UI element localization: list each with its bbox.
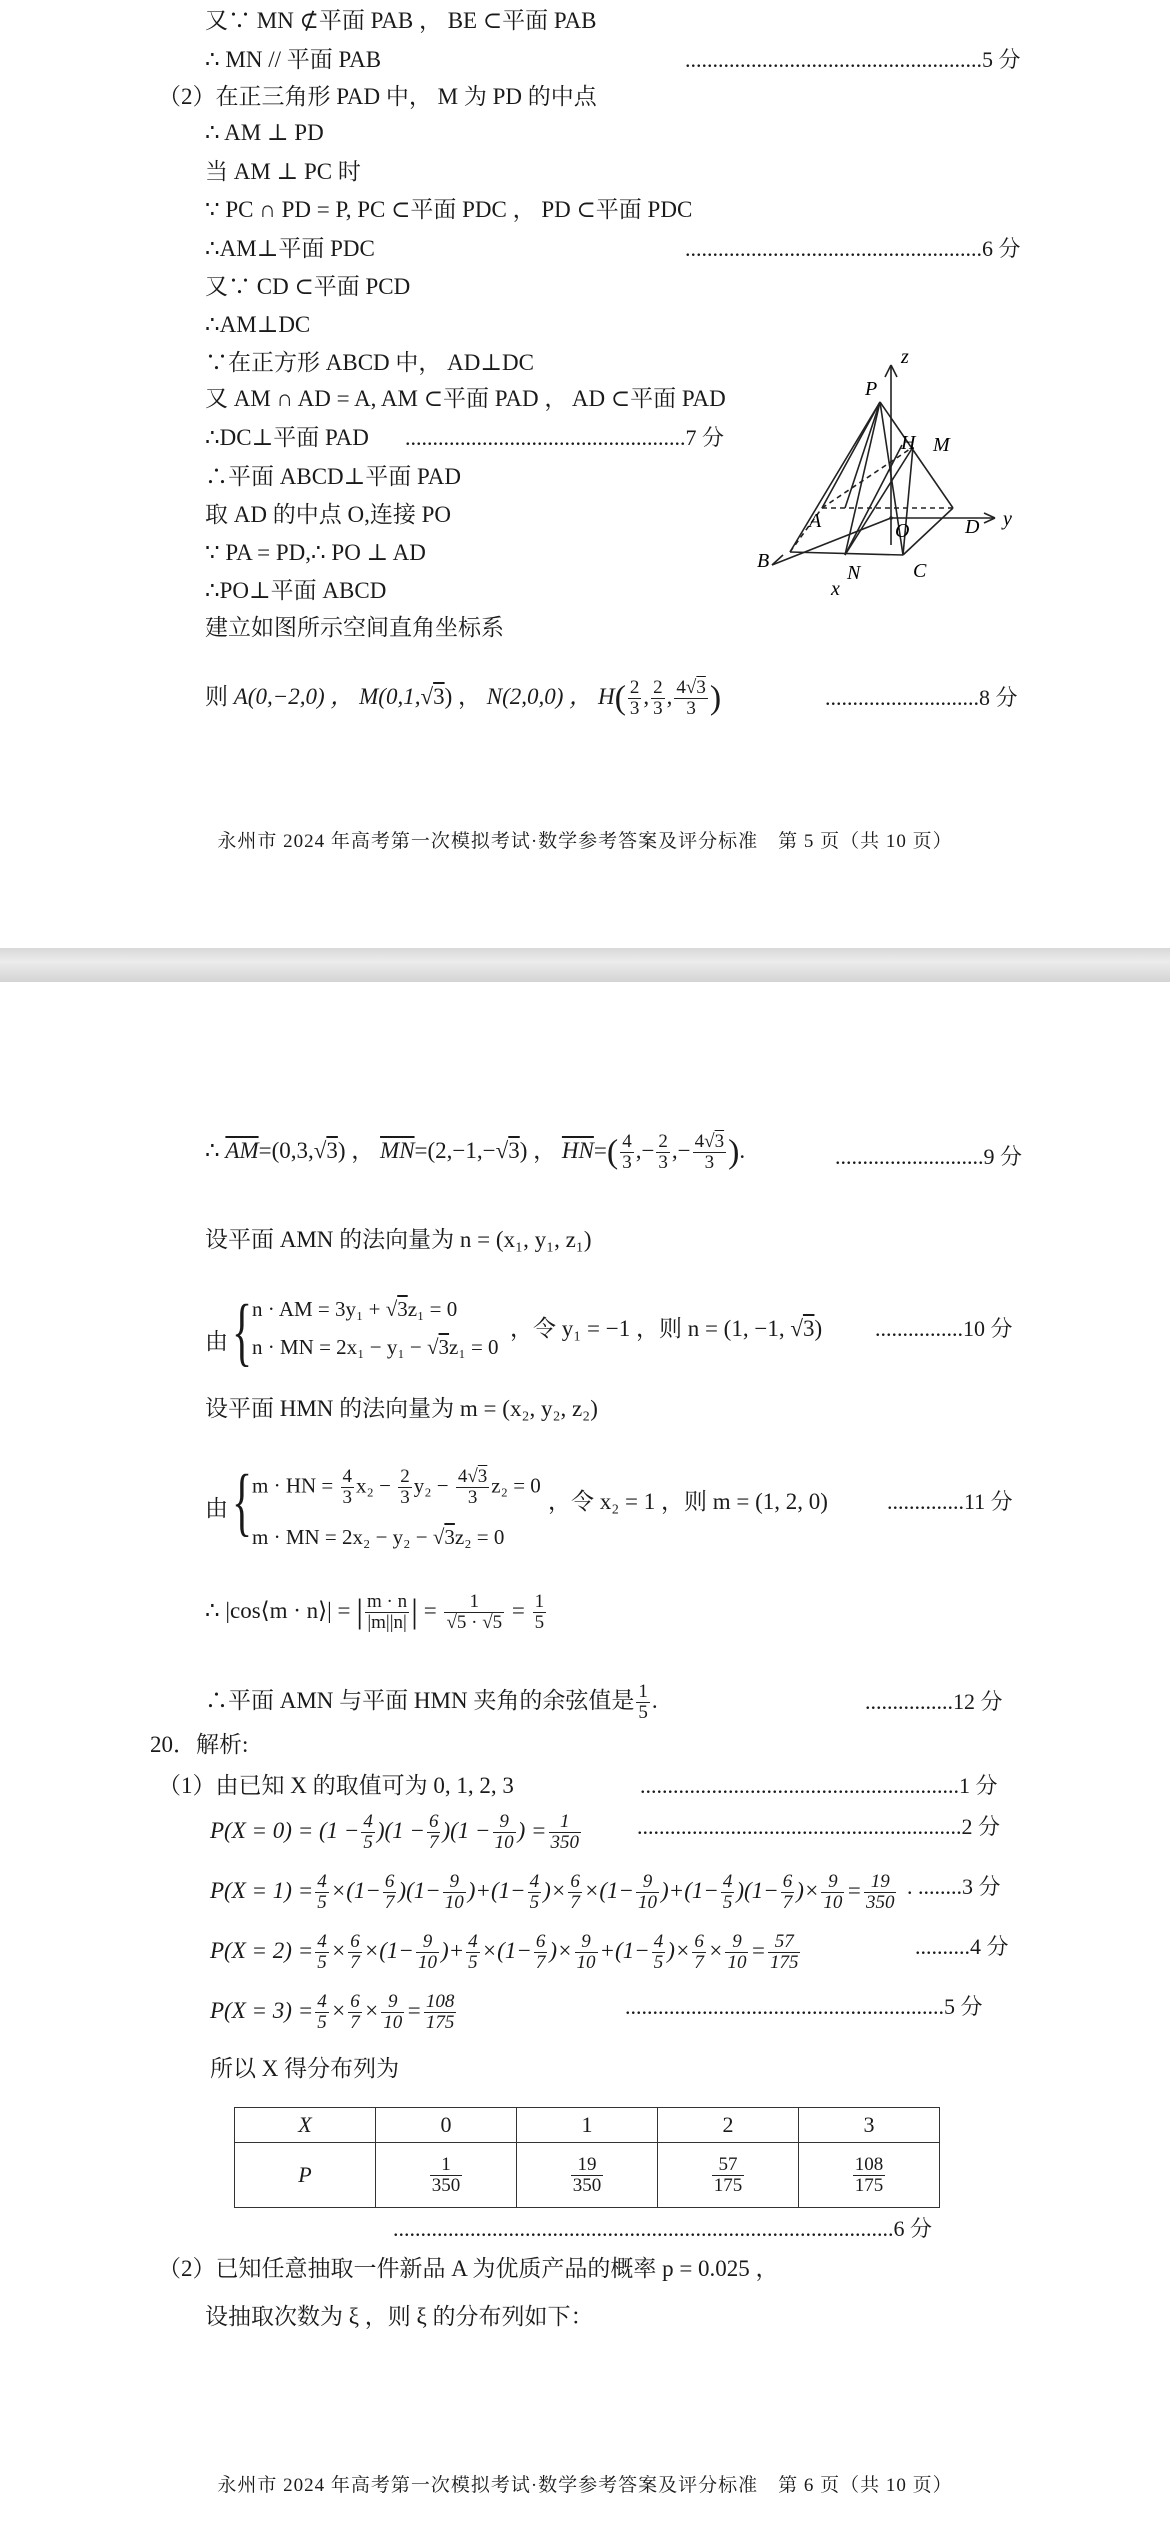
proof-line: （2）在正三角形 PAD 中， M 为 PD 的中点 — [158, 84, 597, 109]
score-marker: ..........................................................1 分 — [640, 1773, 998, 1798]
prob-x2-line: P(X = 2) = $\frac{4}{5}$ × $\frac{6}{7}$ ×(1− $\frac{9}{10}$ )+ $\frac{4}{5}$ ×(1− $\frac{6}{7}$ )× $\frac{9}{10}$ +(1− $\frac{4}{5}$ )× $\frac{6}{7}$ × $\frac{9}{10}$ = $\frac{57}{175}$ — [210, 1931, 799, 1973]
q20-title: 20．解析: — [150, 1732, 249, 1757]
point-label-M: M — [933, 434, 950, 456]
system-1-prefix: 由 — [205, 1329, 228, 1354]
point-label-C: C — [913, 560, 927, 582]
coordinates-line: 则 A(0,−2,0) ， M(0,1,√3) ， N(2,0,0) ， H( $\frac{2}{3}$ , $\frac{2}{3}$ , $\frac{4√3}{3}$ ) — [205, 677, 722, 719]
table-cell: X — [235, 2108, 376, 2143]
point-label-B: B — [757, 550, 770, 572]
dist-intro: 所以 X 得分布列为 — [210, 2056, 400, 2081]
score-marker: ...................................................7 分 — [405, 425, 725, 450]
score-marker: ............................8 分 — [825, 685, 1018, 710]
proof-line: ∴ MN // 平面 PAB — [205, 47, 382, 72]
axis-label-x: x — [831, 578, 840, 600]
point-label-D: D — [965, 516, 980, 538]
score-marker: ...........................................................................................6 分 — [393, 2216, 933, 2241]
answer-page-6 — [0, 982, 1170, 2532]
proof-line: ∵ PA = PD,∴ PO ⊥ AD — [205, 540, 426, 565]
q20-part2: （2）已知任意抽取一件新品 A 为优质产品的概率 p = 0.025 ， — [158, 2256, 779, 2281]
table-header-row — [235, 2108, 940, 2143]
normal-vector-n-line: 设平面 AMN 的法向量为 n = (x₁, y₁, z₁) — [205, 1227, 592, 1252]
score-marker: . ........3 分 — [907, 1874, 1001, 1899]
prob-x0-line: P(X = 0) = (1 − $\frac{4}{5}$ )(1 − $\frac{6}{7}$ )(1 − $\frac{9}{10}$ ) = $\frac{1}{350}$ — [210, 1811, 580, 1853]
distribution-table — [234, 2107, 940, 2208]
score-marker: ...........................9 分 — [835, 1144, 1023, 1169]
table-cell: $\frac{57}{175}$ — [658, 2143, 799, 2208]
system-2-eq-2: m · MN = 2x₂ − y₂ − √3z₂ = 0 — [252, 1525, 505, 1549]
proof-line: 又∵ CD ⊂平面 PCD — [205, 274, 411, 299]
proof-line: 取 AD 的中点 O,连接 PO — [205, 502, 451, 527]
system-2-prefix: 由 — [205, 1496, 228, 1521]
system-1-result: ，令 y₁ = −1 ，则 n = (1, −1, √3) — [510, 1316, 823, 1341]
table-cell: 2 — [658, 2108, 799, 2143]
table-cell: 1 — [517, 2108, 658, 2143]
table-cell: $\frac{1}{350}$ — [376, 2143, 517, 2208]
proof-line: 又 AM ∩ AD = A, AM ⊂平面 PAD ， AD ⊂平面 PAD — [205, 386, 726, 411]
score-marker: ......................................................5 分 — [685, 47, 1021, 72]
normal-vector-m-line: 设平面 HMN 的法向量为 m = (x₂, y₂, z₂) — [205, 1396, 598, 1421]
vector-coordinates-line: ∴ $\overline{AM}=(0,3,√3)$ ， $\overline{MN}=(2,-1,-√3)$ ， $\overline{HN}=$( $\frac{4}{3}$ ,− $\frac{2}{3}$ ,− $\frac{4√3}{3}$ ). — [205, 1131, 746, 1173]
table-row — [235, 2143, 940, 2208]
proof-line: ∴PO⊥平面 ABCD — [205, 578, 387, 603]
page-footer: 永州市 2024 年高考第一次模拟考试·数学参考答案及评分标准 第 5 页（共 10 页） — [217, 831, 953, 852]
table-cell: 0 — [376, 2108, 517, 2143]
system-1-eq-1: n · AM = 3y₁ + √3z₁ = 0 — [252, 1297, 458, 1321]
system-1-eq-2: n · MN = 2x₁ − y₁ − √3z₁ = 0 — [252, 1335, 499, 1359]
point-label-A: A — [809, 510, 822, 532]
score-marker: ................12 分 — [865, 1689, 1003, 1714]
proof-line: ∵ PC ∩ PD = P, PC ⊂平面 PDC ， PD ⊂平面 PDC — [205, 197, 693, 222]
q20-part1: （1）由已知 X 的取值可为 0, 1, 2, 3 — [158, 1773, 514, 1798]
proof-line: ∴平面 ABCD⊥平面 PAD — [205, 464, 461, 489]
answer-page-5 — [0, 0, 1170, 948]
prob-x3-line: P(X = 3) = $\frac{4}{5}$ × $\frac{6}{7}$ × $\frac{9}{10}$ = $\frac{108}{175}$ — [210, 1991, 455, 2033]
proof-line: ∴ AM ⊥ PD — [205, 120, 324, 145]
system-brace: { — [232, 1460, 253, 1544]
system-2-result: ，令 x₂ = 1 ，则 m = (1, 2, 0) — [548, 1489, 828, 1514]
proof-line: ∴AM⊥平面 PDC — [205, 236, 375, 261]
axis-label-z: z — [901, 346, 909, 368]
cosine-line: ∴ |cos⟨m · n⟩| = | $\frac{m \cdot n}{|m||n|}$ | = $\frac{1}{√5 \cdot √5}$ = $\frac{1}{5}$ — [205, 1591, 545, 1633]
proof-line: ∴DC⊥平面 PAD — [205, 425, 369, 450]
system-brace: { — [232, 1290, 253, 1374]
score-marker: ................10 分 — [875, 1316, 1013, 1341]
point-label-P: P — [865, 378, 878, 400]
proof-line: 建立如图所示空间直角坐标系 — [205, 615, 504, 640]
proof-line: 又∵ MN ⊄平面 PAB ， BE ⊂平面 PAB — [205, 8, 597, 33]
system-2-eq-1: m · HN = $\frac{4}{3}$ x₂ − $\frac{2}{3}$ y₂ − $\frac{4√3}{3}$ z₂ = 0 — [252, 1466, 541, 1508]
point-label-H: H — [901, 432, 916, 454]
point-label-O: O — [895, 520, 910, 542]
q20-part2-line2: 设抽取次数为 ξ ，则 ξ 的分布列如下： — [205, 2304, 594, 2329]
pyramid-coordinate-figure — [745, 345, 1030, 605]
score-marker: ...........................................................2 分 — [637, 1814, 1001, 1839]
score-marker: ......................................................6 分 — [685, 236, 1021, 261]
proof-line: ∴AM⊥DC — [205, 312, 311, 337]
prob-x1-line: P(X = 1) = $\frac{4}{5}$ ×(1− $\frac{6}{7}$ )(1− $\frac{9}{10}$ )+(1− $\frac{4}{5}$ )× $\frac{6}{7}$ ×(1− $\frac{9}{10}$ )+(1− $\frac{4}{5}$ )(1− $\frac{6}{7}$ )× $\frac{9}{10}$ = $\frac{19}{350}$ — [210, 1871, 895, 1913]
page-gap — [0, 948, 1170, 982]
proof-line: 当 AM ⊥ PC 时 — [205, 159, 361, 184]
table-cell: 3 — [799, 2108, 940, 2143]
score-marker: ..........................................................5 分 — [625, 1994, 983, 2019]
table-cell: $\frac{19}{350}$ — [517, 2143, 658, 2208]
axis-label-y: y — [1003, 508, 1012, 530]
score-marker: ..........4 分 — [915, 1934, 1009, 1959]
proof-line: ∵在正方形 ABCD 中， AD⊥DC — [205, 350, 534, 375]
page-footer: 永州市 2024 年高考第一次模拟考试·数学参考答案及评分标准 第 6 页（共 10 页） — [217, 2475, 953, 2496]
score-marker: ..............11 分 — [887, 1489, 1013, 1514]
conclusion-line: ∴平面 AMN 与平面 HMN 夹角的余弦值是 $\frac{1}{5}$ . — [205, 1681, 658, 1723]
point-label-N: N — [847, 562, 861, 584]
table-cell: $\frac{108}{175}$ — [799, 2143, 940, 2208]
table-cell: P — [235, 2143, 376, 2208]
